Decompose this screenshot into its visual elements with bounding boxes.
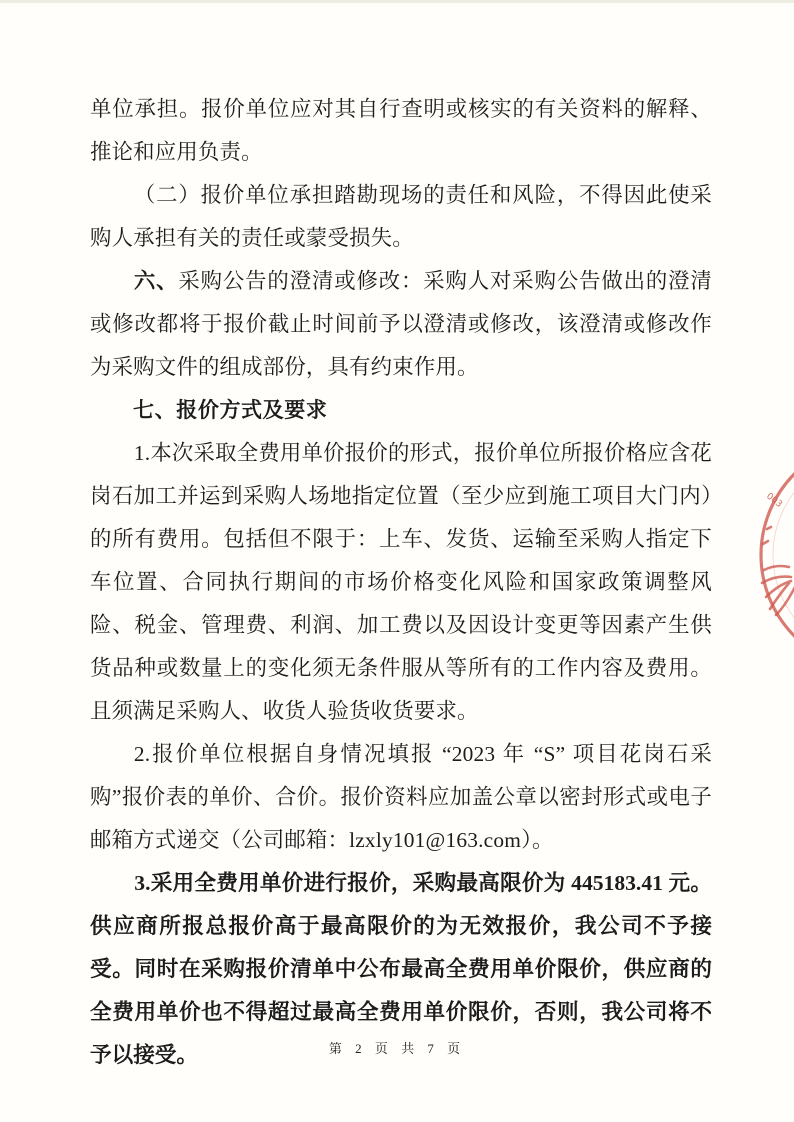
section-6-text: 采购公告的澄清或修改：采购人对采购公告做出的澄清或修改都将于报价截止时间前予以澄清或修改，该澄清或修改作为采购文件的组成部份，具有约束作用。 bbox=[90, 269, 712, 379]
official-red-seal-icon bbox=[730, 445, 794, 695]
paragraph-continuation: 单位承担。报价单位应对其自行查明或核实的有关资料的解释、推论和应用负责。 bbox=[90, 97, 712, 164]
paragraph-item-2: （二）报价单位承担踏勘现场的责任和风险，不得因此使采购人承担有关的责任或蒙受损失。 bbox=[90, 183, 712, 250]
section-6-number: 六、 bbox=[133, 269, 179, 294]
page-number-indicator: 第 2 页 共 7 页 bbox=[328, 1041, 466, 1056]
paragraph-section-6 bbox=[90, 260, 712, 389]
paragraph-item-2-quote-submission: 2.报价单位根据自身情况填报 “2023 年 “S” 项目花岗石采购”报价表的单价、合价。报价资料应加盖公章以密封形式或电子邮箱方式递交（公司邮箱：lzxly101@163.com）。 bbox=[90, 742, 712, 852]
paragraph-item-1-pricing-form: 1.本次采取全费用单价报价的形式，报价单位所报价格应含花岗石加工并运到采购人场地指定位置（至少应到施工项目大门内）的所有费用。包括但不限于：上车、发货、运输至采购人指定下车位置、合同执行期间的市场价格变化风险和国家政策调整风险、税金、管理费、利润、加工费以及因设计变更等因素产生供货品种或数量上的变化须无条件服从等所有的工作内容及费用。且须满足采购人、收货人验货收货要求。 bbox=[90, 441, 712, 723]
paragraph-item-3-price-limit: 3.采用全费用单价进行报价，采购最高限价为 445183.41 元。供应商所报总报价高于最高限价的为无效报价，我公司不予接受。同时在采购报价清单中公布最高全费用单价限价，供应商的全费用单价也不得超过最高全费用单价限价，否则，我公司将不予以接受。 bbox=[90, 871, 712, 1067]
seal-arc-digits: 003 bbox=[764, 491, 784, 510]
document-body bbox=[90, 88, 712, 1077]
section-7-heading: 七、报价方式及要求 bbox=[133, 398, 328, 422]
